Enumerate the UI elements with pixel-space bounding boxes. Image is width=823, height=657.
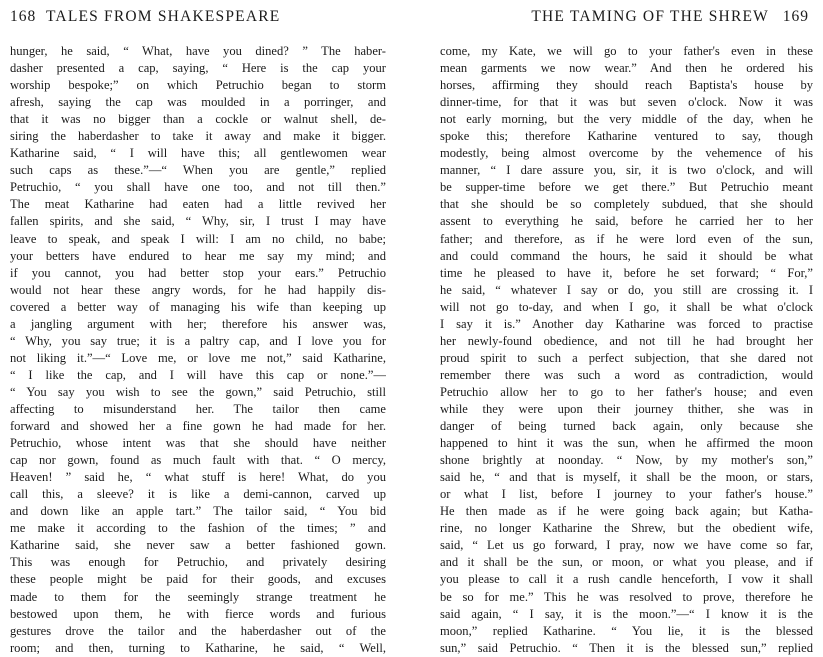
text-line: you please to call it a rush candle henceforth, I vow it shall <box>440 572 813 587</box>
text-line: will not go to-day, and when I go, it shall be what o'clock <box>440 299 813 314</box>
text-line: not liking it.”—“ Love me, or love me not,” said Katharine, <box>10 350 386 365</box>
text-line: Katharine said, “ I will have this; all gentlewomen wear <box>10 146 386 161</box>
text-line: and down like an apple tart.” The tailor said, “ You bid <box>10 504 386 519</box>
right-page-header <box>440 8 813 30</box>
text-line: while they were upon their journey thither, she was in <box>440 401 813 416</box>
page-number: 168 <box>10 8 37 25</box>
text-line: fallen spirits, and she said, “ Why, sir, I trust I may have <box>10 214 386 229</box>
left-page <box>10 8 386 657</box>
text-line: that it was no bigger than a cockle or walnut shell, de- <box>10 112 386 127</box>
text-line: dasher presented a cap, saying, “ Here is the cap your <box>10 61 386 76</box>
text-line: be so for me.” This he was resolved to prove, therefore he <box>440 589 813 604</box>
text-line: horses, affirming they should reach Baptista's house by <box>440 78 813 93</box>
text-line: come, my Kate, we will go to your father's even in these <box>440 44 813 58</box>
text-line: “ Why, you say true; it is a paltry cap, and I love you for <box>10 333 386 348</box>
text-line: that she should be so completely subdued, that she should <box>440 197 813 212</box>
text-line: danger of being turned back again, only because she <box>440 419 813 434</box>
text-line: mean garments we now wear.” And then he ordered his <box>440 61 813 76</box>
text-line: these people might be paid for their goods, and excuses <box>10 572 386 587</box>
text-line: “ You say you wish to see the gown,” said Petruchio, still <box>10 384 386 399</box>
text-line: or what I list, before I journey to your father's house.” <box>440 487 813 502</box>
text-line: Heaven! ” said he, “ what stuff is here! What, do you <box>10 470 386 485</box>
text-line: be supper-time before we get there.” But Petruchio meant <box>440 180 813 195</box>
text-line: Petruchio allow her to go to her father's house; and even <box>440 384 813 399</box>
text-line: me make it according to the fashion of the times; ” and <box>10 521 386 536</box>
text-line: covered a better way of managing his wife than keeping up <box>10 299 386 314</box>
text-line: not early morning, but the very middle of the day, when he <box>440 112 813 127</box>
right-page-text <box>440 43 813 657</box>
text-line: modestly, being almost overcome by the vehemence of his <box>440 146 813 161</box>
text-line: shone brightly at noonday. “ Now, by my mother's son,” <box>440 453 813 468</box>
text-line: happened to hint it was the sun, when he affirmed the moon <box>440 436 813 451</box>
text-line: a jangling argument with her; therefore his answer was, <box>10 316 386 331</box>
text-line: room; and then, turning to Katharine, he said, “ Well, <box>10 640 386 655</box>
text-line: Petruchio, whose intent was that she should have neither <box>10 436 386 451</box>
text-line: he said, “ whatever I say or do, you still are crossing it. I <box>440 282 813 297</box>
text-line: and it shall be the sun, or moon, or what you please, and if <box>440 555 813 570</box>
text-line: said again, “ I say, it is the moon.”—“ I know it is the <box>440 606 813 621</box>
running-title: THE TAMING OF THE SHREW <box>531 8 769 25</box>
text-line: Katharine said, she never saw a better fashioned gown. <box>10 538 386 553</box>
text-line: said he, “ and that is myself, it shall be the moon, or stars, <box>440 470 813 485</box>
text-line: father; and therefore, as if he were lord even of the sun, <box>440 231 813 246</box>
text-line: Petruchio, “ you shall have one too, and not till then.” <box>10 180 386 195</box>
text-line: made to them for the seemingly strange treatment he <box>10 589 386 604</box>
text-line: manner, “ I dare assure you, sir, it is two o'clock, and will <box>440 163 813 178</box>
left-page-text <box>10 43 386 657</box>
text-line: her newly-found obedience, and not till he had brought her <box>440 333 813 348</box>
text-line: moon,” replied Katharine. “ You lie, it is the blessed <box>440 623 813 638</box>
text-line: gestures drove the tailor and the haberdasher out of the <box>10 623 386 638</box>
text-line: “ I like the cap, and I will have this cap or none.”— <box>10 367 386 382</box>
page-gutter <box>411 0 412 577</box>
text-line: would not hear these angry words, for he had happily dis- <box>10 282 386 297</box>
text-line: He then made as if he were going back again; but Katha- <box>440 504 813 519</box>
text-line: forward and showed her a fine gown he had made for her. <box>10 419 386 434</box>
text-line: The meat Katharine had eaten had a little revived her <box>10 197 386 212</box>
text-line: assent to everything he said, before he carried her to her <box>440 214 813 229</box>
text-line: This was enough for Petruchio, and privately desiring <box>10 555 386 570</box>
text-line: spoke this; therefore Katharine ventured to say, though <box>440 129 813 144</box>
text-line: leave to speak, and speak I will: I am no child, no babe; <box>10 231 386 246</box>
left-page-header <box>10 8 386 30</box>
text-line: hunger, he said, “ What, have you dined? ” The haber- <box>10 44 386 58</box>
text-line: dinner-time, for that it was but seven o'clock. Now it was <box>440 95 813 110</box>
right-page <box>440 8 813 657</box>
text-line: I say it is.” Another day Katharine was forced to practise <box>440 316 813 331</box>
text-line: siring the haberdasher to take it away and make it bigger. <box>10 129 386 144</box>
text-line: remember there was such a word as contradiction, would <box>440 367 813 382</box>
text-line: bestowed upon them, he with fierce words and furious <box>10 606 386 621</box>
text-line: such caps as these.”—“ When you are gentle,” replied <box>10 163 386 178</box>
page-number: 169 <box>782 8 809 25</box>
text-line: proud spirit to such a perfect subjection, that she dared not <box>440 350 813 365</box>
text-line: if you cannot, you had better stop your ears.” Petruchio <box>10 265 386 280</box>
text-line: time he pleased to have it, before he set forward; “ For,” <box>440 265 813 280</box>
text-line: affecting to misunderstand her. The tailor then came <box>10 401 386 416</box>
text-line: said, “ Let us go forward, I pray, now we have come so far, <box>440 538 813 553</box>
text-line: your betters have endured to hear me say my mind; and <box>10 248 386 263</box>
text-line: call this, a sleeve? it is like a demi-cannon, carved up <box>10 487 386 502</box>
text-line: and could command the hours, he said it should be what <box>440 248 813 263</box>
text-line: rine, no longer Katharine the Shrew, but the obedient wife, <box>440 521 813 536</box>
running-title: TALES FROM SHAKESPEARE <box>46 8 281 25</box>
text-line: afresh, saying the cap was moulded in a porringer, and <box>10 95 386 110</box>
text-line: cap nor gown, found as much fault with that. “ O mercy, <box>10 453 386 468</box>
text-line: sun,” said Petruchio. “ Then it is the blessed sun,” replied <box>440 640 813 655</box>
text-line: worship bespoke;” on which Petruchio began to storm <box>10 78 386 93</box>
